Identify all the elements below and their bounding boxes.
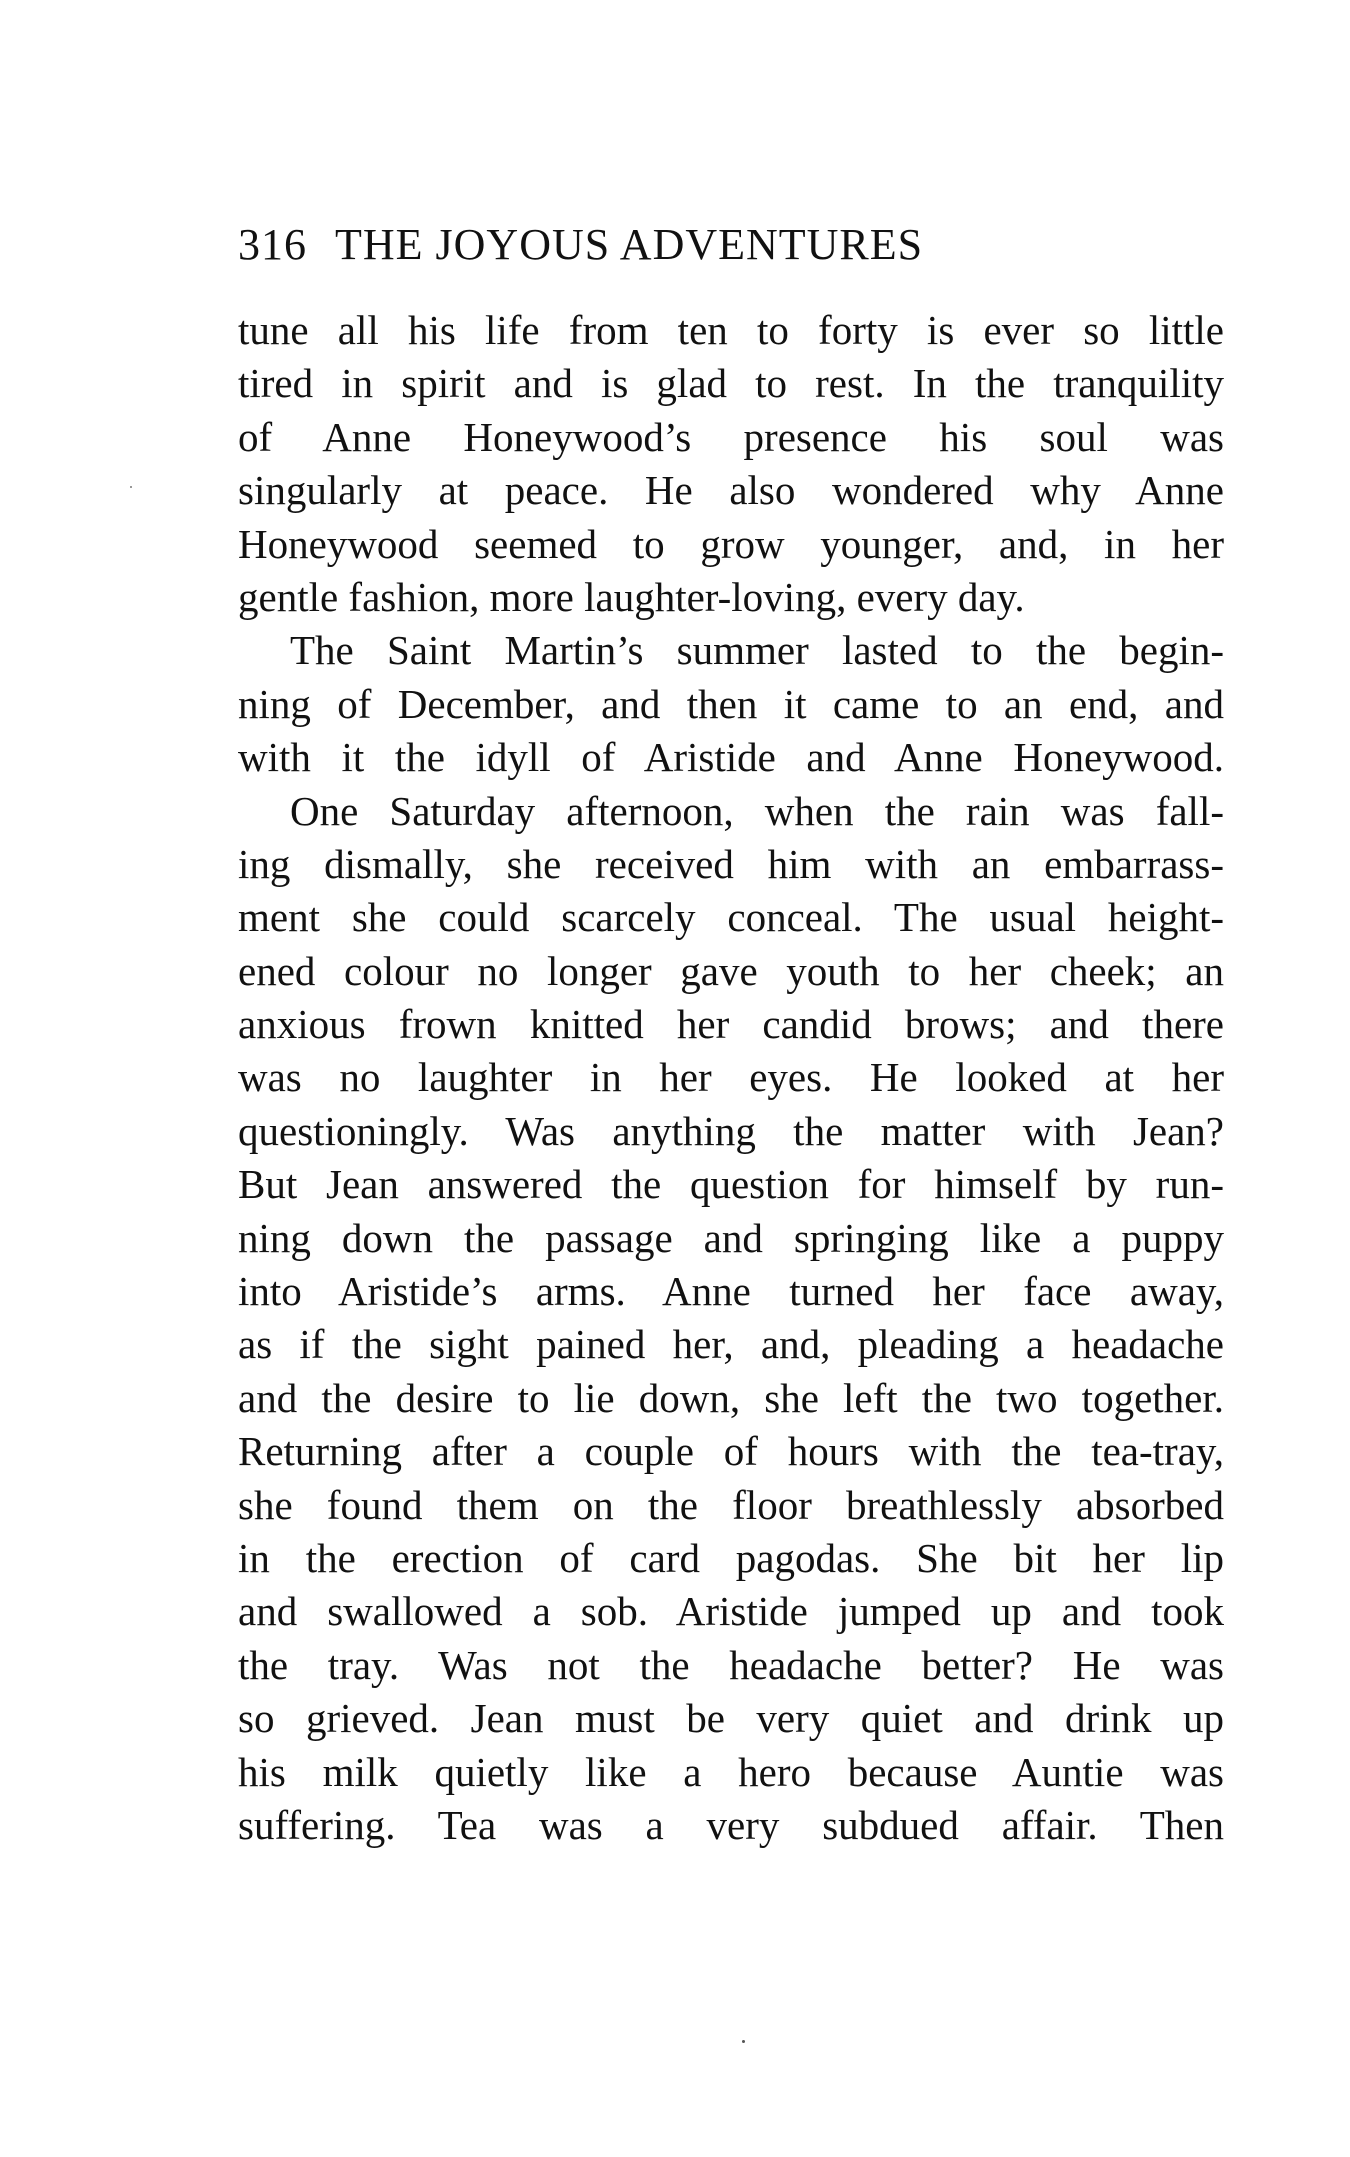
text-line: But Jean answered the question for himself by run- <box>238 1161 1224 1208</box>
running-title: THE JOYOUS ADVENTURES <box>335 220 924 269</box>
text-line: into Aristide’s arms. Anne turned her face away, <box>238 1268 1224 1315</box>
text-line: of Anne Honeywood’s presence his soul was <box>238 413 1224 460</box>
text-line: in the erection of card pagodas. She bit her lip <box>238 1534 1224 1581</box>
text-line: as if the sight pained her, and, pleading a headache <box>238 1321 1224 1368</box>
text-line: gentle fashion, more laughter-loving, every day. <box>238 573 1025 620</box>
text-line: ning of December, and then it came to an end, and <box>238 680 1224 727</box>
text-line: Returning after a couple of hours with the tea-tray, <box>238 1428 1224 1475</box>
text-line: ened colour no longer gave youth to her cheek; an <box>238 947 1224 994</box>
text-line: tune all his life from ten to forty is ever so little <box>238 307 1224 353</box>
text-line: Honeywood seemed to grow younger, and, in her <box>238 520 1224 567</box>
text-line: tired in spirit and is glad to rest. In the tranquility <box>238 360 1224 407</box>
text-line: suffering. Tea was a very subdued affair. Then <box>238 1801 1224 1848</box>
text-line: with it the idyll of Aristide and Anne Honeywood. <box>238 734 1224 781</box>
paper-speck <box>742 2040 745 2043</box>
text-line: and swallowed a sob. Aristide jumped up and took <box>238 1588 1224 1635</box>
text-line: ing dismally, she received him with an embarrass- <box>238 840 1224 887</box>
text-line: was no laughter in her eyes. He looked at her <box>238 1054 1224 1101</box>
text-line: singularly at peace. He also wondered why Anne <box>238 467 1224 514</box>
page-number: 316 <box>238 220 307 269</box>
text-line: anxious frown knitted her candid brows; and there <box>238 1001 1224 1048</box>
body-text <box>238 304 1224 1852</box>
text-line: ning down the passage and springing like a puppy <box>238 1214 1224 1261</box>
text-line: so grieved. Jean must be very quiet and drink up <box>238 1695 1224 1742</box>
text-line: ment she could scarcely conceal. The usual height- <box>238 894 1224 941</box>
text-line: and the desire to lie down, she left the two together. <box>238 1374 1224 1421</box>
text-line: she found them on the floor breathlessly absorbed <box>238 1481 1224 1528</box>
text-line: the tray. Was not the headache better? He was <box>238 1641 1224 1688</box>
text-line: his milk quietly like a hero because Auntie was <box>238 1748 1224 1795</box>
margin-speck <box>130 486 132 488</box>
text-line: The Saint Martin’s summer lasted to the begin- <box>290 627 1224 674</box>
text-line: questioningly. Was anything the matter with Jean? <box>238 1107 1224 1154</box>
text-line: One Saturday afternoon, when the rain was fall- <box>290 787 1224 834</box>
running-header <box>238 215 1128 275</box>
